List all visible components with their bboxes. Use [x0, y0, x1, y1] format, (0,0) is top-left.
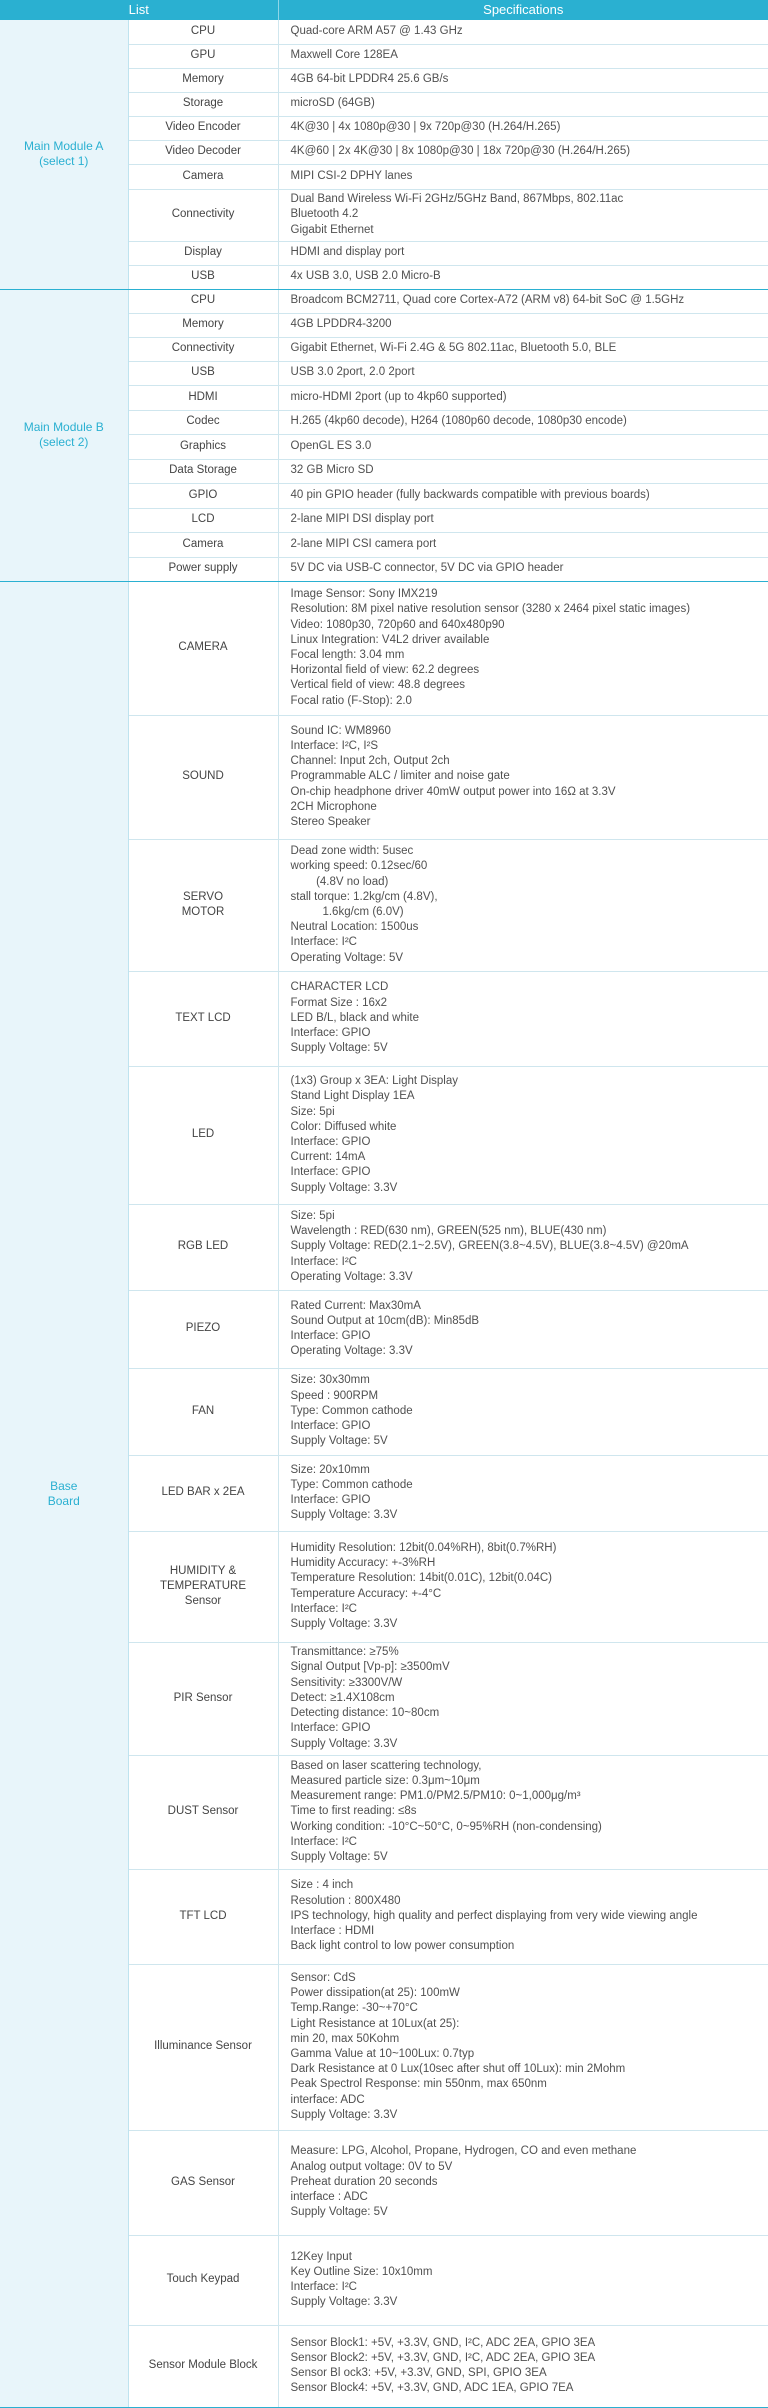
item-name-line: PIR Sensor — [173, 1691, 233, 1704]
spec-line: Interface: GPIO — [290, 1330, 371, 1342]
item-name-line: Data Storage — [169, 464, 237, 477]
spec-value — [278, 20, 768, 44]
table-row — [0, 581, 768, 715]
item-name-line: Touch Keypad — [166, 2273, 240, 2286]
spec-item-name — [128, 1368, 278, 1455]
item-name-line: GPU — [190, 49, 216, 62]
spec-value — [278, 265, 768, 289]
spec-line: Speed : 900RPM — [290, 1389, 379, 1402]
item-name-line: Graphics — [179, 439, 227, 452]
spec-value — [278, 1455, 768, 1531]
spec-body — [0, 20, 768, 2407]
spec-line: Color: Diffused white — [290, 1120, 397, 1133]
item-name-line: USB — [191, 270, 215, 283]
spec-line: Light Resistance at 10Lux(at 25): — [290, 2017, 460, 2030]
item-name-line: Display — [184, 246, 222, 259]
spec-value — [278, 164, 768, 189]
spec-line: 32 GB Micro SD — [290, 464, 374, 477]
item-name-line: Camera — [182, 169, 224, 182]
module-label-line: Main Module A — [24, 139, 104, 154]
spec-value — [278, 434, 768, 459]
item-name-line: Memory — [182, 318, 224, 331]
item-name-line: GPIO — [188, 488, 218, 501]
table-header-row — [0, 0, 768, 20]
spec-line: Maxwell Core 128EA — [290, 49, 398, 62]
spec-item-name — [128, 459, 278, 483]
spec-value — [278, 92, 768, 116]
item-name-line: LED BAR x 2EA — [161, 1486, 245, 1499]
spec-item-name — [128, 385, 278, 410]
item-name-line: Sensor Module Block — [148, 2359, 258, 2372]
spec-line: Horizontal field of view: 62.2 degrees — [290, 664, 480, 677]
spec-line: micro-HDMI 2port (up to 4kp60 supported) — [290, 390, 507, 403]
spec-line: OpenGL ES 3.0 — [290, 439, 372, 452]
spec-line: Interface: GPIO — [290, 1136, 371, 1148]
item-name-line: Camera — [182, 537, 224, 550]
spec-line: Gigabit Ethernet — [290, 223, 374, 236]
spec-item-name — [128, 1642, 278, 1755]
spec-line: Focal ratio (F-Stop): 2.0 — [290, 694, 412, 707]
spec-line: Rated Current: Max30mA — [290, 1299, 421, 1312]
spec-line: MIPI CSI-2 DPHY lanes — [290, 169, 413, 182]
item-name-line: CAMERA — [178, 641, 228, 654]
spec-line: Sound Output at 10cm(dB): Min85dB — [290, 1314, 480, 1327]
item-name-line: HUMIDITY & TEMPERATURE — [159, 1564, 247, 1592]
spec-line: Supply Voltage: 3.3V — [290, 1181, 398, 1194]
spec-line: LED B/L, black and white — [290, 1011, 420, 1024]
spec-line: Broadcom BCM2711, Quad core Cortex-A72 (ARM v8) 64-bit SoC @ 1.5GHz — [290, 294, 685, 307]
spec-line: Video: 1080p30, 720p60 and 640x480p90 — [290, 618, 505, 631]
spec-line: Supply Voltage: 5V — [290, 1851, 388, 1863]
spec-line: Interface: I²C — [290, 1255, 357, 1268]
item-name-line: Connectivity — [171, 342, 235, 355]
spec-item-name — [128, 313, 278, 337]
spec-item-name — [128, 1290, 278, 1368]
spec-line: Size: 5pi — [290, 1105, 335, 1118]
spec-line: Supply Voltage: 3.3V — [290, 1737, 398, 1750]
spec-value — [278, 1368, 768, 1455]
spec-line: Sensor Block4: +5V, +3.3V, GND, ADC 1EA, GPIO 7EA — [290, 2382, 574, 2395]
spec-item-name — [128, 92, 278, 116]
spec-line: Size : 4 inch — [290, 1879, 354, 1892]
table-row — [0, 20, 768, 44]
spec-line: stall torque: 1.2kg/cm (4.8V), — [290, 890, 438, 903]
spec-line: Supply Voltage: 3.3V — [290, 1509, 398, 1522]
module-label-line: (select 2) — [39, 435, 89, 449]
spec-line: USB 3.0 2port, 2.0 2port — [290, 366, 415, 379]
item-name-line: CPU — [190, 294, 216, 307]
spec-line: Operating Voltage: 3.3V — [290, 1345, 413, 1358]
spec-value — [278, 1290, 768, 1368]
module-label-line: (select 1) — [39, 154, 89, 169]
spec-item-name — [128, 1066, 278, 1204]
spec-line: Humidity Resolution: 12bit(0.04%RH), 8bit(0.7%RH) — [290, 1541, 557, 1554]
spec-item-name — [128, 434, 278, 459]
spec-value — [278, 1531, 768, 1642]
item-name-line: Memory — [182, 73, 224, 86]
spec-line: Supply Voltage: 3.3V — [290, 2108, 398, 2121]
spec-value — [278, 557, 768, 581]
spec-line: Dark Resistance at 0 Lux(10sec after shut off 10Lux): min 2Mohm — [290, 2063, 626, 2076]
spec-line: Sensor: CdS — [290, 1971, 356, 1984]
spec-item-name — [128, 2235, 278, 2325]
spec-line: Measure: LPG, Alcohol, Propane, Hydrogen, CO and even methane — [290, 2145, 637, 2158]
spec-item-name — [128, 715, 278, 839]
spec-line: Time to first reading: ≤8s — [290, 1805, 417, 1818]
spec-line: Peak Spectrol Response: min 550nm, max 650nm — [290, 2078, 547, 2091]
item-name-line: Connectivity — [171, 208, 235, 221]
spec-line: Temperature Resolution: 14bit(0.01C), 12bit(0.04C) — [290, 1572, 552, 1585]
spec-line: working speed: 0.12sec/60 — [290, 860, 428, 873]
spec-value — [278, 581, 768, 715]
spec-line: Key Outline Size: 10x10mm — [290, 2265, 433, 2278]
spec-line: Supply Voltage: 5V — [290, 2206, 388, 2219]
item-name-line: DUST Sensor — [167, 1805, 239, 1818]
spec-line: (1x3) Group x 3EA: Light Display — [290, 1075, 458, 1088]
spec-line: min 20, max 50Kohm — [290, 2032, 400, 2045]
spec-line: Linux Integration: V4L2 driver available — [290, 633, 490, 646]
spec-line: Sensor Block1: +5V, +3.3V, GND, I²C, ADC 2EA, GPIO 3EA — [290, 2336, 596, 2349]
spec-line: Temp.Range: -30~+70°C — [290, 2002, 418, 2015]
item-name-line: Illuminance Sensor — [154, 2040, 252, 2053]
spec-value — [278, 508, 768, 532]
spec-item-name — [128, 68, 278, 92]
spec-line: Measured particle size: 0.3μm~10μm — [290, 1774, 480, 1787]
spec-value — [278, 189, 768, 241]
spec-value — [278, 1066, 768, 1204]
spec-value — [278, 44, 768, 68]
item-name-line: Power supply — [168, 562, 238, 575]
item-name-line: Codec — [186, 415, 220, 428]
spec-item-name — [128, 532, 278, 557]
table-row — [0, 289, 768, 313]
spec-line: Sensor Bl ock3: +5V, +3.3V, GND, SPI, GPIO 3EA — [290, 2367, 547, 2379]
spec-line: 4K@60 | 2x 4K@30 | 8x 1080p@30 | 18x 720p@30 (H.264/H.265) — [290, 145, 631, 158]
spec-item-name — [128, 1531, 278, 1642]
spec-line: 2-lane MIPI CSI camera port — [290, 537, 437, 550]
spec-item-name — [128, 581, 278, 715]
spec-line: Stereo Speaker — [290, 816, 371, 828]
spec-line: Analog output voltage: 0V to 5V — [290, 2160, 453, 2173]
spec-item-name — [128, 2325, 278, 2407]
spec-line: Quad-core ARM A57 @ 1.43 GHz — [290, 25, 463, 38]
spec-line: Image Sensor: Sony IMX219 — [290, 588, 438, 601]
spec-line: 5V DC via USB-C connector, 5V DC via GPIO header — [290, 562, 564, 575]
spec-item-name — [128, 289, 278, 313]
spec-line: Dual Band Wireless Wi-Fi 2GHz/5GHz Band, 867Mbps, 802.11ac — [290, 193, 624, 206]
spec-line: Supply Voltage: 3.3V — [290, 2296, 398, 2309]
spec-line: 4K@30 | 4x 1080p@30 | 9x 720p@30 (H.264/H.265) — [290, 121, 561, 134]
spec-item-name — [128, 140, 278, 164]
item-name-line: FAN — [191, 1404, 215, 1417]
spec-value — [278, 2235, 768, 2325]
spec-item-name — [128, 189, 278, 241]
spec-line: 4GB LPDDR4-3200 — [290, 318, 392, 331]
spec-line: Bluetooth 4.2 — [290, 208, 359, 221]
item-name-line: PIEZO — [185, 1322, 221, 1335]
spec-line: Detect: ≥1.4X108cm — [290, 1691, 395, 1704]
spec-line: Channel: Input 2ch, Output 2ch — [290, 755, 450, 768]
spec-line: Sound IC: WM8960 — [290, 724, 391, 737]
item-name-line: LED — [191, 1128, 215, 1141]
spec-value — [278, 361, 768, 385]
spec-value — [278, 839, 768, 971]
spec-line: On-chip headphone driver 40mW output power into 16Ω at 3.3V — [290, 785, 616, 798]
spec-line: H.265 (4kp60 decode), H264 (1080p60 decode, 1080p30 encode) — [290, 415, 627, 428]
spec-line: 4GB 64-bit LPDDR4 25.6 GB/s — [290, 73, 449, 86]
spec-line: microSD (64GB) — [290, 97, 375, 110]
spec-line: Size: 20x10mm — [290, 1463, 370, 1476]
spec-item-name — [128, 483, 278, 508]
item-name-line: Storage — [182, 97, 224, 110]
spec-value — [278, 1204, 768, 1290]
spec-line: Interface: I²C — [290, 936, 357, 949]
spec-line: 2CH Microphone — [290, 800, 377, 813]
spec-line: Gigabit Ethernet, Wi-Fi 2.4G & 5G 802.11ac, Bluetooth 5.0, BLE — [290, 342, 617, 355]
spec-line: Operating Voltage: 3.3V — [290, 1270, 413, 1283]
spec-item-name — [128, 557, 278, 581]
spec-line: 4x USB 3.0, USB 2.0 Micro-B — [290, 270, 441, 283]
spec-value — [278, 116, 768, 140]
spec-line: Interface: I²C, I²S — [290, 739, 379, 752]
spec-line: Interface: GPIO — [290, 1420, 371, 1433]
spec-item-name — [128, 1869, 278, 1964]
spec-line: Stand Light Display 1EA — [290, 1090, 415, 1103]
spec-line: Size: 30x30mm — [290, 1374, 370, 1387]
spec-item-name — [128, 971, 278, 1066]
spec-line: Signal Output [Vp-p]: ≥3500mV — [290, 1661, 450, 1674]
spec-line: Interface: GPIO — [290, 1494, 371, 1506]
spec-line: Interface: I²C — [290, 1835, 357, 1848]
spec-line: Temperature Accuracy: +-4°C — [290, 1587, 442, 1600]
spec-line: Sensitivity: ≥3300V/W — [290, 1676, 403, 1689]
spec-line: Interface: GPIO — [290, 1722, 371, 1735]
spec-line: Power dissipation(at 25): 100mW — [290, 1987, 460, 2000]
spec-value — [278, 971, 768, 1066]
spec-item-name — [128, 1755, 278, 1869]
item-name-line: GAS Sensor — [171, 2175, 235, 2188]
spec-item-name — [128, 265, 278, 289]
spec-item-name — [128, 20, 278, 44]
spec-line: Gamma Value at 10~100Lux: 0.7typ — [290, 2048, 475, 2060]
spec-item-name — [128, 1204, 278, 1290]
spec-value — [278, 410, 768, 434]
spec-value — [278, 241, 768, 265]
spec-line: Interface : HDMI — [290, 1925, 375, 1938]
module-label-line: Base — [50, 1479, 78, 1493]
spec-value — [278, 68, 768, 92]
module-label-base-board — [0, 581, 128, 2407]
spec-item-name — [128, 116, 278, 140]
item-name-line: SOUND — [182, 770, 224, 783]
spec-item-name — [128, 241, 278, 265]
spec-line: Detecting distance: 10~80cm — [290, 1707, 440, 1720]
spec-value — [278, 289, 768, 313]
spec-line: Interface: GPIO — [290, 1166, 371, 1179]
spec-line: Neutral Location: 1500us — [290, 921, 419, 934]
item-name-line: Video Encoder — [165, 121, 241, 134]
spec-line: Format Size : 16x2 — [290, 996, 388, 1009]
spec-line: Resolution : 800X480 — [290, 1894, 401, 1907]
spec-line: Supply Voltage: 3.3V — [290, 1617, 398, 1630]
spec-line: 2-lane MIPI DSI display port — [290, 513, 434, 526]
spec-value — [278, 140, 768, 164]
spec-line: Based on laser scattering technology, — [290, 1759, 482, 1772]
spec-line: 12Key Input — [290, 2250, 352, 2263]
spec-line: 40 pin GPIO header (fully backwards compatible with previous boards) — [290, 488, 650, 501]
item-name-line: TEXT LCD — [175, 1011, 231, 1024]
item-name-line: USB — [191, 366, 215, 379]
spec-value — [278, 459, 768, 483]
spec-line: IPS technology, high quality and perfect displaying from very wide viewing angle — [290, 1909, 698, 1922]
item-name-line: Sensor — [184, 1595, 222, 1608]
spec-value — [278, 2325, 768, 2407]
spec-value — [278, 532, 768, 557]
spec-line: HDMI and display port — [290, 246, 405, 259]
spec-item-name — [128, 508, 278, 532]
spec-line: Operating Voltage: 5V — [290, 951, 404, 964]
spec-item-name — [128, 44, 278, 68]
spec-line: Type: Common cathode — [290, 1404, 413, 1417]
spec-value — [278, 1869, 768, 1964]
module-label-line: Board — [47, 1494, 80, 1508]
spec-line: interface : ADC — [290, 2191, 368, 2204]
item-name-line: RGB LED — [177, 1240, 229, 1253]
spec-line: Wavelength : RED(630 nm), GREEN(525 nm), BLUE(430 nm) — [290, 1225, 607, 1238]
item-name-line: SERVO — [182, 890, 224, 903]
item-name-line: HDMI — [188, 390, 218, 403]
specifications-header: Specifications — [278, 0, 768, 20]
spec-value — [278, 483, 768, 508]
item-name-line: MOTOR — [181, 906, 225, 918]
spec-line: (4.8V no load) — [290, 875, 389, 888]
spec-line: Current: 14mA — [290, 1151, 366, 1164]
list-header: List — [0, 0, 278, 20]
spec-line: Sensor Block2: +5V, +3.3V, GND, I²C, ADC 2EA, GPIO 3EA — [290, 2351, 596, 2364]
spec-line: Supply Voltage: RED(2.1~2.5V), GREEN(3.8~4.5V), BLUE(3.8~4.5V) @20mA — [290, 1240, 689, 1253]
item-name-line: Video Decoder — [165, 145, 241, 158]
spec-line: Interface: I²C — [290, 2281, 357, 2293]
spec-line: Transmittance: ≥75% — [290, 1646, 399, 1659]
spec-line: Supply Voltage: 5V — [290, 1042, 388, 1055]
spec-line: Programmable ALC / limiter and noise gate — [290, 770, 510, 783]
item-name-line: TFT LCD — [179, 1909, 227, 1922]
spec-line: Interface: I²C — [290, 1602, 357, 1615]
module-label-line: Main Module B — [23, 420, 104, 434]
spec-value — [278, 715, 768, 839]
spec-line: Supply Voltage: 5V — [290, 1435, 388, 1448]
spec-line: CHARACTER LCD — [290, 981, 389, 994]
spec-item-name — [128, 2130, 278, 2235]
spec-line: Preheat duration 20 seconds — [290, 2175, 438, 2188]
spec-line: Back light control to low power consumption — [290, 1940, 515, 1953]
spec-item-name — [128, 164, 278, 189]
spec-line: Size: 5pi — [290, 1209, 335, 1222]
spec-line: Focal length: 3.04 mm — [290, 649, 405, 661]
spec-value — [278, 1755, 768, 1869]
spec-value — [278, 1642, 768, 1755]
spec-item-name — [128, 1964, 278, 2130]
spec-value — [278, 2130, 768, 2235]
spec-line: 1.6kg/cm (6.0V) — [290, 906, 404, 918]
module-label-module-b — [0, 289, 128, 581]
item-name-line: CPU — [190, 25, 216, 38]
spec-item-name — [128, 361, 278, 385]
item-name-line: LCD — [191, 513, 215, 526]
spec-line: Humidity Accuracy: +-3%RH — [290, 1557, 436, 1570]
spec-line: interface: ADC — [290, 2093, 365, 2106]
spec-value — [278, 385, 768, 410]
spec-value — [278, 1964, 768, 2130]
module-label-module-a — [0, 20, 128, 289]
spec-line: Type: Common cathode — [290, 1478, 413, 1491]
spec-line: Dead zone width: 5usec — [290, 845, 414, 858]
spec-value — [278, 337, 768, 361]
spec-value — [278, 313, 768, 337]
spec-line: Vertical field of view: 48.8 degrees — [290, 679, 466, 692]
spec-item-name — [128, 337, 278, 361]
spec-line: Working condition: -10°C~50°C, 0~95%RH (non-condensing) — [290, 1820, 602, 1833]
spec-item-name — [128, 1455, 278, 1531]
spec-item-name — [128, 410, 278, 434]
spec-line: Measurement range: PM1.0/PM2.5/PM10: 0~1,000μg/m³ — [290, 1790, 581, 1803]
spec-line: Resolution: 8M pixel native resolution sensor (3280 x 2464 pixel static images) — [290, 603, 691, 616]
spec-line: Interface: GPIO — [290, 1027, 371, 1040]
spec-item-name — [128, 839, 278, 971]
